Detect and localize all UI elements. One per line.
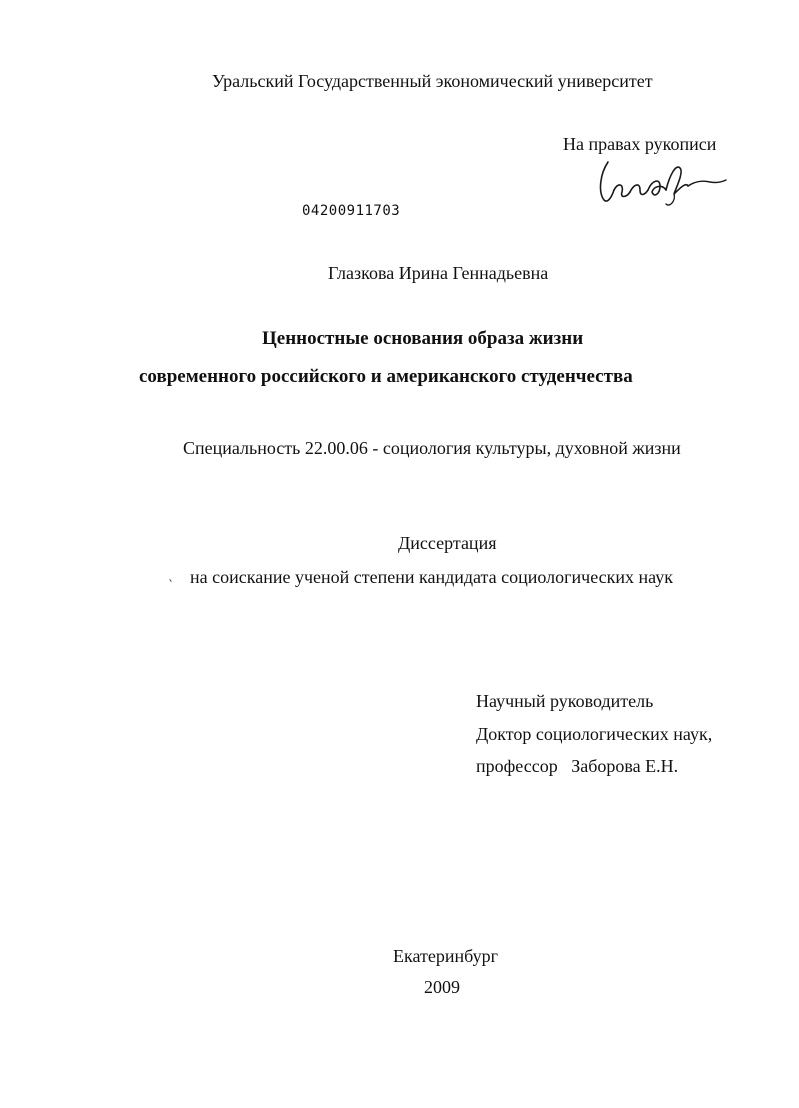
work-type-label: Диссертация xyxy=(398,533,497,553)
supervisor-degree: Доктор социологических наук, xyxy=(476,724,713,744)
specialty: Специальность 22.00.06 - социология культуры, духовной жизни xyxy=(183,438,681,458)
degree-description: на соискание ученой степени кандидата социологических наук xyxy=(190,567,673,587)
title-line-1: Ценностные основания образа жизни xyxy=(262,328,584,349)
handwritten-signature xyxy=(590,152,730,212)
scan-mark xyxy=(169,579,172,582)
supervisor-name: профессор Заборова Е.Н. xyxy=(476,756,679,776)
title-line-2: современного российского и американского студенчества xyxy=(139,366,633,387)
manuscript-rights-note: На правах рукописи xyxy=(563,134,717,154)
university-name: Уральский Государственный экономический университет xyxy=(212,71,653,91)
year: 2009 xyxy=(424,977,460,997)
author-name: Глазкова Ирина Геннадьевна xyxy=(328,263,549,283)
city: Екатеринбург xyxy=(393,946,498,966)
registration-code: 04200911703 xyxy=(302,203,401,219)
supervisor-heading: Научный руководитель xyxy=(476,691,654,711)
